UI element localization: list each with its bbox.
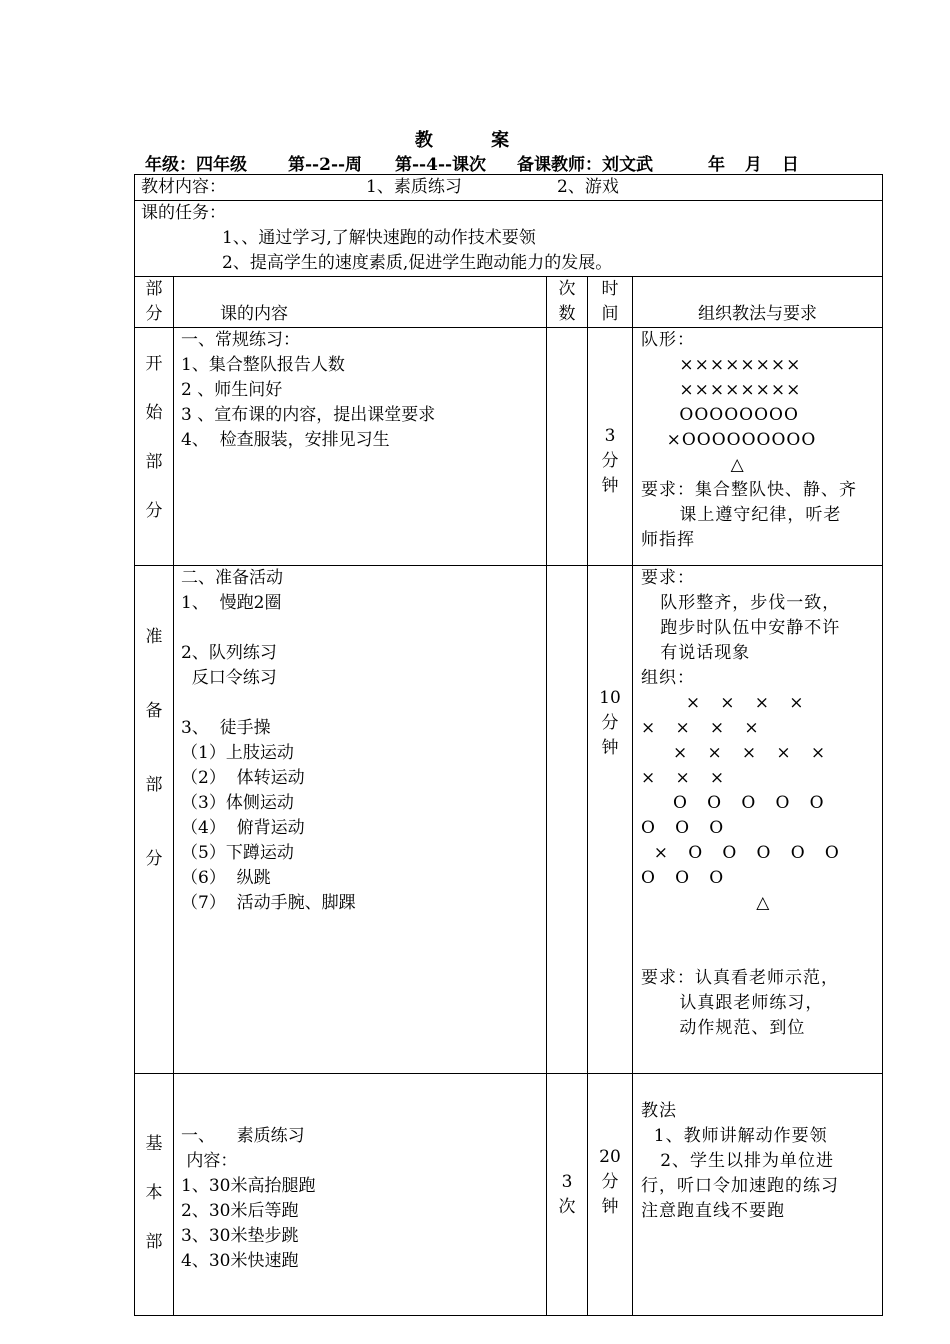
prep-method-6: × × × ×	[641, 718, 760, 738]
prep-content-9: （3）体侧运动	[181, 793, 294, 813]
prep-time-1: 分	[601, 713, 619, 733]
prep-content-7: （1）上肢运动	[181, 743, 294, 763]
basic-time-2: 钟	[601, 1197, 619, 1217]
prep-method-5: × × × ×	[641, 693, 805, 713]
header-line	[145, 150, 885, 174]
header-part-2: 分	[145, 304, 163, 324]
prep-method-11: × O O O O O	[641, 843, 840, 863]
start-content-3: 3 、宣布课的内容，提出课堂要求	[181, 405, 436, 425]
prep-name-2: 部	[145, 775, 163, 795]
basic-time-1: 分	[601, 1172, 619, 1192]
prep-content-1: 1、 慢跑2圈	[181, 593, 282, 613]
week: 第--2--周	[288, 155, 363, 175]
prep-method-0: 要求：	[641, 568, 695, 588]
grade: 年级：四年级	[145, 155, 247, 175]
prep-times	[547, 566, 588, 1074]
prep-content-3: 2、队列练习	[181, 643, 277, 663]
start-method-0: 队形：	[641, 330, 695, 350]
prep-method-17: 认真跟老师练习，	[641, 993, 824, 1013]
prep-time-0: 10	[599, 688, 621, 708]
start-times	[547, 328, 588, 566]
basic-content-1	[181, 1099, 546, 1124]
basic-method-0	[641, 1074, 882, 1099]
prep-content-2	[181, 616, 546, 641]
prep-content-8: （2） 体转运动	[181, 768, 305, 788]
basic-method-2: 1、教师讲解动作要领	[641, 1126, 828, 1146]
prep-method-3: 有说话现象	[641, 643, 751, 663]
prep-method-2: 跑步时队伍中安静不许	[641, 618, 841, 638]
task-2: 2、提高学生的速度素质,促进学生跑动能力的发展。	[222, 253, 613, 273]
prep-method-18: 动作规范、到位	[641, 1018, 806, 1038]
basic-content-3: 内容：	[181, 1151, 238, 1171]
basic-content-0	[181, 1074, 546, 1099]
basic-method-3: 2、学生以排为单位进	[641, 1151, 835, 1171]
start-method-3: OOOOOOOO	[641, 405, 799, 425]
basic-content-2: 一、 素质练习	[181, 1126, 305, 1146]
tasks-row	[135, 201, 883, 277]
start-content-1: 1、集合整队报告人数	[181, 355, 345, 375]
prep-method-12: O O O	[641, 868, 725, 888]
basic-name-1: 本	[145, 1183, 163, 1203]
prep-method-16: 要求：认真看老师示范，	[641, 968, 839, 988]
basic-name-2: 部	[145, 1232, 163, 1252]
prep-content-10: （4） 俯背运动	[181, 818, 305, 838]
prep-name-0: 准	[145, 627, 163, 647]
prep-content-4: 反口令练习	[181, 668, 277, 688]
start-content-2: 2 、师生问好	[181, 380, 283, 400]
prep-method-8: × × ×	[641, 768, 726, 788]
basic-content-7: 4、30米快速跑	[181, 1251, 299, 1271]
prep-method-7: × × × × ×	[641, 743, 827, 763]
basic-name-0: 基	[145, 1134, 163, 1154]
start-method-4: ×OOOOOOOOO	[641, 430, 817, 450]
prep-method-10: O O O	[641, 818, 725, 838]
basic-content-4: 1、30米高抬腿跑	[181, 1176, 316, 1196]
basic-times-0: 3	[561, 1172, 573, 1192]
material-item-2: 2、游戏	[557, 177, 619, 197]
start-method-1: ××××××××	[641, 355, 802, 375]
section-prep	[135, 566, 883, 1074]
lesson-table	[134, 174, 883, 1316]
start-content-0: 一、常规练习：	[181, 330, 300, 350]
lesson-number: 第--4--课次	[395, 155, 487, 175]
basic-times-1: 次	[558, 1197, 576, 1217]
prep-content-11: （5）下蹲运动	[181, 843, 294, 863]
start-time-0: 3	[604, 426, 616, 446]
prep-method-4: 组织：	[641, 668, 695, 688]
start-content-4: 4、 检查服装，安排见习生	[181, 430, 390, 450]
section-start	[135, 328, 883, 566]
header-times-2: 数	[558, 304, 576, 324]
material-item-1: 1、素质练习	[366, 177, 462, 197]
prep-content-6: 3、 徒手操	[181, 718, 271, 738]
header-part-1: 部	[145, 279, 163, 299]
material-row	[135, 175, 883, 201]
header-times-1: 次	[558, 279, 576, 299]
start-method-7: 课上遵守纪律，听老	[641, 505, 842, 525]
basic-content-5: 2、30米后等跑	[181, 1201, 299, 1221]
basic-method-4: 行，听口令加速跑的练习	[641, 1176, 839, 1196]
teacher: 备课教师：刘文武	[517, 155, 653, 175]
document-title: 教 案	[414, 130, 536, 151]
prep-name-1: 备	[145, 701, 163, 721]
prep-method-14	[641, 916, 882, 941]
tasks-label: 课的任务：	[141, 203, 226, 223]
prep-content-12: （6） 纵跳	[181, 868, 271, 888]
start-name-0: 开	[145, 354, 163, 374]
prep-content-5	[181, 691, 546, 716]
start-name-2: 部	[145, 452, 163, 472]
prep-method-15	[641, 941, 882, 966]
prep-method-1: 队形整齐，步伐一致，	[641, 593, 841, 613]
task-1: 1、、通过学习,了解快速跑的动作技术要领	[222, 228, 536, 248]
basic-method-5: 注意跑直线不要跑	[641, 1201, 785, 1221]
header-time-1: 时	[601, 279, 619, 299]
basic-content-6: 3、30米垫步跳	[181, 1226, 299, 1246]
prep-content-13: （7） 活动手腕、脚踝	[181, 893, 356, 913]
basic-method-1: 教法	[641, 1101, 677, 1121]
prep-method-13: △	[641, 893, 771, 913]
start-time-1: 分	[601, 451, 619, 471]
prep-content-0: 二、准备活动	[181, 568, 283, 588]
header-time-2: 间	[601, 304, 619, 324]
prep-method-9: O O O O O	[641, 793, 825, 813]
start-method-5: △	[641, 455, 745, 475]
basic-time-0: 20	[599, 1147, 621, 1167]
column-header-row	[135, 277, 883, 328]
start-method-8: 师指挥	[641, 530, 695, 550]
start-name-1: 始	[145, 403, 163, 423]
section-basic	[135, 1074, 883, 1316]
header-content: 课的内容	[220, 304, 288, 324]
start-method-6: 要求：集合整队快、静、齐	[641, 480, 857, 500]
start-time-2: 钟	[601, 476, 619, 496]
date: 年 月 日	[708, 155, 799, 175]
start-name-3: 分	[145, 501, 163, 521]
header-method: 组织教法与要求	[698, 304, 818, 324]
prep-time-2: 钟	[601, 738, 619, 758]
material-label: 教材内容：	[141, 177, 226, 197]
prep-name-3: 分	[145, 849, 163, 869]
start-method-2: ××××××××	[641, 380, 802, 400]
